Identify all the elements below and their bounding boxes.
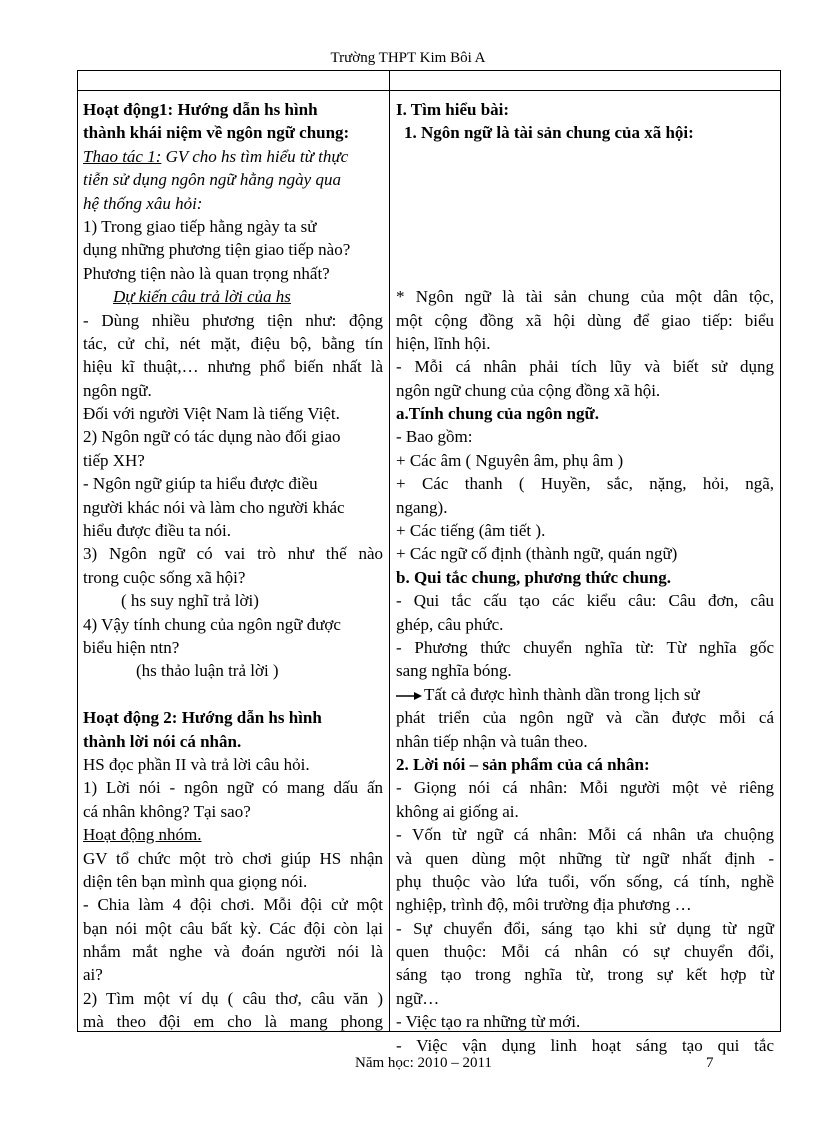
- activity-1-heading-cont: thành khái niệm về ngôn ngữ chung:: [83, 123, 350, 143]
- text-line: và quen dùng một những từ ngữ nhất định -: [396, 848, 774, 868]
- text-line: diện tên bạn mình qua giọng nói.: [83, 871, 308, 891]
- text-line: - Bao gồm:: [396, 427, 473, 447]
- task-1-line: [83, 145, 383, 168]
- text-line: - Sự chuyển đổi, sáng tạo khi sử dụng từ ngữ: [396, 918, 774, 938]
- text-line: ngôn ngữ.: [83, 380, 152, 400]
- text-line: + Các ngữ cố định (thành ngữ, quán ngữ): [396, 544, 678, 564]
- text-line: dụng những phương tiện giao tiếp nào?: [83, 240, 351, 260]
- lesson-table: [77, 70, 781, 1055]
- text-line: hiệu kĩ thuật,… nhưng phổ biến nhất là: [83, 357, 383, 377]
- teacher-activity-column: [83, 98, 383, 1034]
- activity-2-heading: Hoạt động 2: Hướng dẫn hs hình: [83, 708, 322, 728]
- subheading-b: b. Qui tắc chung, phương thức chung.: [396, 567, 671, 587]
- text-line: nhân tiếp nhận và tuân theo.: [396, 731, 588, 751]
- text-line: ngang).: [396, 497, 448, 517]
- text-line: - Mỗi cá nhân phải tích lũy và biết sử dụng: [396, 357, 774, 377]
- question-2b: 2) Tìm một ví dụ ( câu thơ, câu văn ): [83, 988, 383, 1008]
- question-4: 4) Vậy tính chung của ngôn ngữ được: [83, 614, 341, 634]
- text-line: hiện, lĩnh hội.: [396, 333, 491, 353]
- blank-line: [83, 683, 383, 706]
- text-line: trong cuộc sống xã hội?: [83, 567, 246, 587]
- arrow-line: [396, 683, 774, 706]
- text-line: nghiệp, trình độ, môi trường địa phương …: [396, 895, 692, 915]
- content-column: [396, 98, 774, 1057]
- text-line: tiếp XH?: [83, 450, 145, 470]
- text-line: tiễn sử dụng ngôn ngữ hằng ngày qua: [83, 170, 341, 190]
- subsection-1-heading: 1. Ngôn ngữ là tài sản chung của xã hội:: [404, 123, 694, 143]
- text-line: nhắm mắt nghe và đoán người nói là: [83, 942, 383, 962]
- column-divider: [389, 71, 390, 1031]
- question-3: 3) Ngôn ngữ có vai trò như thế nào: [83, 544, 383, 564]
- text-line: hiểu được điều ta nói.: [83, 521, 232, 541]
- text-line: + Các tiếng (âm tiết ).: [396, 521, 546, 541]
- text-line: ngôn ngữ chung của cộng đồng xã hội.: [396, 380, 661, 400]
- text-line: hệ thống xâu hỏi:: [83, 193, 203, 213]
- blank-line: [396, 145, 774, 168]
- text-line: - Chia làm 4 đội chơi. Mỗi đội cử một: [83, 895, 383, 915]
- section-heading: I. Tìm hiểu bài:: [396, 100, 510, 119]
- question-1b: 1) Lời nói - ngôn ngữ có mang dấu ấn: [83, 778, 383, 798]
- text-line: HS đọc phần II và trả lời câu hỏi.: [83, 754, 310, 774]
- group-activity-label: Hoạt động nhóm.: [83, 825, 202, 845]
- text-line: - Giọng nói cá nhân: Mỗi người một vẻ riêng: [396, 778, 774, 798]
- text-line: tác, cử chỉ, nét mặt, điệu bộ, bằng tín: [83, 333, 383, 353]
- text-line: + Các thanh ( Huyền, sắc, nặng, hỏi, ngã,: [396, 474, 774, 494]
- expected-answer-label: Dự kiến câu trả lời của hs: [113, 287, 291, 307]
- activity-2-heading-cont: thành lời nói cá nhân.: [83, 731, 242, 751]
- text-line: cá nhân không? Tại sao?: [83, 801, 251, 821]
- blank-line: [396, 192, 774, 215]
- page-header: Trường THPT Kim Bôi A: [330, 50, 486, 66]
- arrow-line-text: Tất cả được hình thành dần trong lịch sử: [424, 684, 700, 704]
- text-line: - Vốn từ ngữ cá nhân: Mỗi cá nhân ưa chuộng: [396, 825, 774, 845]
- text-line: một cộng đồng xã hội dùng để giao tiếp: biểu: [396, 310, 774, 330]
- subsection-2-heading: 2. Lời nói – sản phẩm của cá nhân:: [396, 754, 650, 774]
- text-line: không ai giống ai.: [396, 801, 519, 821]
- text-line: - Dùng nhiều phương tiện như: động: [83, 310, 383, 330]
- text-line: Phương tiện nào là quan trọng nhất?: [83, 263, 330, 283]
- text-line: phụ thuộc vào lứa tuổi, vốn sống, cá tính, nghề: [396, 871, 774, 891]
- text-line: GV tổ chức một trò chơi giúp HS nhận: [83, 848, 383, 868]
- text-line: biểu hiện ntn?: [83, 637, 180, 657]
- text-line: người khác nói và làm cho người khác: [83, 497, 345, 517]
- text-line: ngữ…: [396, 988, 440, 1008]
- text-line: quen thuộc: Mỗi cá nhân có sự chuyển đổi,: [396, 942, 774, 962]
- subheading-a: a.Tính chung của ngôn ngữ.: [396, 404, 599, 424]
- page-number: 7: [706, 1055, 714, 1071]
- text-line: - Ngôn ngữ giúp ta hiểu được điều: [83, 474, 318, 494]
- text-line: * Ngôn ngữ là tài sản chung của một dân tộc,: [396, 287, 774, 307]
- text-line: phát triển của ngôn ngữ và cần được mỗi cá: [396, 708, 774, 728]
- question-2: 2) Ngôn ngữ có tác dụng nào đối giao: [83, 427, 341, 447]
- text-line: ai?: [83, 965, 103, 985]
- text-line: ghép, câu phức.: [396, 614, 504, 634]
- text-line: ( hs suy nghĩ trả lời): [121, 591, 259, 611]
- text-line: + Các âm ( Nguyên âm, phụ âm ): [396, 450, 624, 470]
- text-line: (hs thảo luận trả lời ): [136, 661, 279, 681]
- blank-line: [396, 238, 774, 261]
- blank-line: [396, 215, 774, 238]
- task-1-text: GV cho hs tìm hiểu từ thực: [161, 146, 349, 166]
- text-line: - Việc vận dụng linh hoạt sáng tạo qui tắc: [396, 1035, 774, 1055]
- blank-line: [396, 168, 774, 191]
- text-line: - Phương thức chuyển nghĩa từ: Từ nghĩa gốc: [396, 637, 774, 657]
- blank-line: [396, 262, 774, 285]
- right-arrow-icon: [396, 691, 422, 701]
- text-line: Đối với người Việt Nam là tiếng Việt.: [83, 404, 340, 424]
- task-1-label: Thao tác 1:: [83, 146, 162, 166]
- text-line: bạn nói một câu bất kỳ. Các đội còn lại: [83, 918, 383, 938]
- activity-1-heading: Hoạt động1: Hướng dẫn hs hình: [83, 100, 318, 119]
- table-top-row: [78, 71, 780, 91]
- text-line: sang nghĩa bóng.: [396, 661, 512, 681]
- text-line: sáng tạo trong nghĩa từ, trong sự kết hợp từ: [396, 965, 774, 985]
- question-1: 1) Trong giao tiếp hằng ngày ta sử: [83, 216, 317, 236]
- text-line: - Qui tắc cấu tạo các kiểu câu: Câu đơn, câu: [396, 591, 774, 611]
- school-year: Năm học: 2010 – 2011: [355, 1055, 492, 1071]
- text-line: mà theo đội em cho là mang phong: [83, 1012, 383, 1032]
- text-line: - Việc tạo ra những từ mới.: [396, 1012, 581, 1032]
